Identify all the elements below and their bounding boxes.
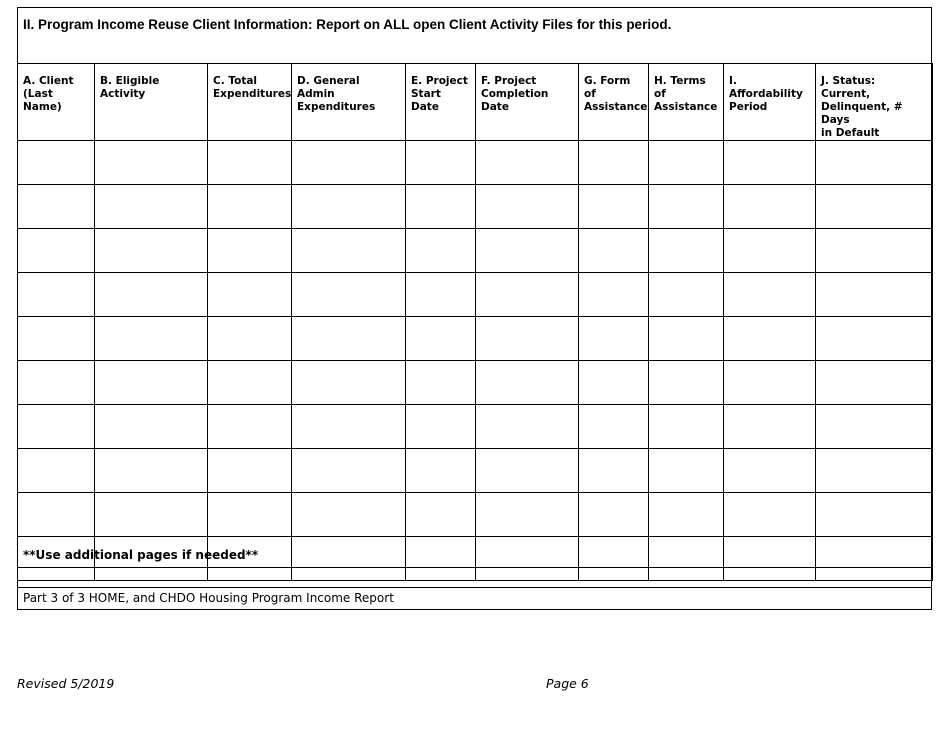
table-row [18,361,933,405]
table-row [18,317,933,361]
table-cell[interactable] [95,185,208,229]
table-cell[interactable] [406,493,476,537]
table-cell[interactable] [406,185,476,229]
table-cell[interactable] [579,229,649,273]
column-header [406,64,476,141]
table-cell[interactable] [724,317,816,361]
table-cell[interactable] [18,141,95,185]
table-cell[interactable] [816,141,933,185]
table-cell[interactable] [816,229,933,273]
table-cell[interactable] [579,493,649,537]
section-title: II. Program Income Reuse Client Information: Report on ALL open Client Activity Files for this period. [23,17,672,32]
table-cell[interactable] [18,449,95,493]
column-header-line: G. Form of [584,75,631,100]
table-cell[interactable] [95,449,208,493]
table-cell[interactable] [95,361,208,405]
column-header-line: Expenditures [297,101,376,113]
column-header-line: A. Client [23,75,74,87]
column-header [208,64,292,141]
table-cell[interactable] [724,273,816,317]
column-header-line: J. Status: Current, [821,75,876,100]
column-header [724,64,816,141]
table-cell[interactable] [724,185,816,229]
column-header [649,64,724,141]
column-header-line: B. Eligible Activity [100,75,160,100]
table-cell[interactable] [18,185,95,229]
table-cell[interactable] [406,361,476,405]
column-header-line: F. Project [481,75,537,87]
table-cell[interactable] [476,493,579,537]
table-cell[interactable] [18,229,95,273]
table-cell[interactable] [406,229,476,273]
table-cell[interactable] [406,449,476,493]
table-cell[interactable] [724,229,816,273]
table-cell[interactable] [816,317,933,361]
table-cell[interactable] [292,449,406,493]
table-cell[interactable] [208,405,292,449]
table-row [18,405,933,449]
table-cell[interactable] [816,405,933,449]
table-cell[interactable] [649,229,724,273]
table-cell[interactable] [208,317,292,361]
table-cell[interactable] [18,361,95,405]
table-row [18,141,933,185]
table-cell[interactable] [292,361,406,405]
column-header-line: in Default [821,127,880,139]
table-cell[interactable] [18,317,95,361]
table-row [18,229,933,273]
table-cell[interactable] [476,405,579,449]
table-cell[interactable] [724,405,816,449]
table-cell[interactable] [292,141,406,185]
table-cell[interactable] [95,317,208,361]
table-row [18,449,933,493]
table-cell[interactable] [406,405,476,449]
table-cell[interactable] [208,493,292,537]
table-cell[interactable] [95,229,208,273]
table-cell[interactable] [724,493,816,537]
blank-row [17,568,932,588]
table-cell[interactable] [476,449,579,493]
column-header-line: (Last Name) [23,88,62,113]
part-label: Part 3 of 3 HOME, and CHDO Housing Program Income Report [23,591,394,605]
table-cell[interactable] [649,361,724,405]
table-cell[interactable] [649,317,724,361]
column-header-line: Delinquent, # Days [821,101,903,126]
additional-pages-note [17,546,932,568]
table-header-row [18,64,933,141]
table-cell[interactable] [816,361,933,405]
table-cell[interactable] [95,405,208,449]
table-cell[interactable] [476,361,579,405]
table-cell[interactable] [476,273,579,317]
table-cell[interactable] [292,185,406,229]
table-cell[interactable] [476,185,579,229]
table-cell[interactable] [816,493,933,537]
table-cell[interactable] [649,493,724,537]
table-cell[interactable] [579,273,649,317]
table-cell[interactable] [579,317,649,361]
table-cell[interactable] [649,449,724,493]
table-cell[interactable] [724,449,816,493]
table-cell[interactable] [208,185,292,229]
table-cell[interactable] [724,141,816,185]
table-cell[interactable] [724,361,816,405]
table-cell[interactable] [406,317,476,361]
table-cell[interactable] [649,273,724,317]
table-cell[interactable] [208,141,292,185]
table-row [18,273,933,317]
table-cell[interactable] [95,273,208,317]
column-header [579,64,649,141]
table-cell[interactable] [406,141,476,185]
table-cell[interactable] [406,273,476,317]
column-header-line: H. Terms of [654,75,706,100]
table-cell[interactable] [816,273,933,317]
column-header [95,64,208,141]
table-cell[interactable] [476,141,579,185]
table-cell[interactable] [579,185,649,229]
client-activity-table [17,63,933,581]
table-cell[interactable] [18,405,95,449]
table-cell[interactable] [292,317,406,361]
table-cell[interactable] [579,141,649,185]
page-number: Page 6 [546,676,589,691]
table-cell[interactable] [292,273,406,317]
column-header-line: Period [729,101,768,113]
column-header-line: Completion Date [481,88,549,113]
table-cell[interactable] [208,449,292,493]
table-cell[interactable] [95,141,208,185]
table-cell[interactable] [816,185,933,229]
table-cell[interactable] [208,229,292,273]
column-header-line: Assistance [584,101,648,113]
column-header [18,64,95,141]
revised-date: Revised 5/2019 [17,676,115,691]
table-cell[interactable] [18,493,95,537]
table-cell[interactable] [579,405,649,449]
column-header-line: D. General Admin [297,75,360,100]
column-header-line: Assistance [654,101,718,113]
table-cell[interactable] [649,141,724,185]
table-cell[interactable] [476,317,579,361]
table-row [18,493,933,537]
table-cell[interactable] [579,361,649,405]
column-header [476,64,579,141]
table-cell[interactable] [95,493,208,537]
table-cell[interactable] [476,229,579,273]
table-cell[interactable] [208,361,292,405]
column-header [816,64,933,141]
table-cell[interactable] [292,493,406,537]
table-row [18,185,933,229]
column-header-line: Start Date [411,88,441,113]
column-header-line: E. Project [411,75,468,87]
column-header-line: C. Total [213,75,258,87]
column-header-line: I. Affordability [729,75,803,100]
column-header [292,64,406,141]
table-cell[interactable] [292,229,406,273]
table-cell[interactable] [292,405,406,449]
table-cell[interactable] [649,185,724,229]
table-cell[interactable] [816,449,933,493]
table-cell[interactable] [208,273,292,317]
table-cell[interactable] [18,273,95,317]
column-header-line: Expenditures [213,88,292,100]
additional-pages-text: **Use additional pages if needed** [23,548,259,562]
table-cell[interactable] [649,405,724,449]
table-cell[interactable] [579,449,649,493]
